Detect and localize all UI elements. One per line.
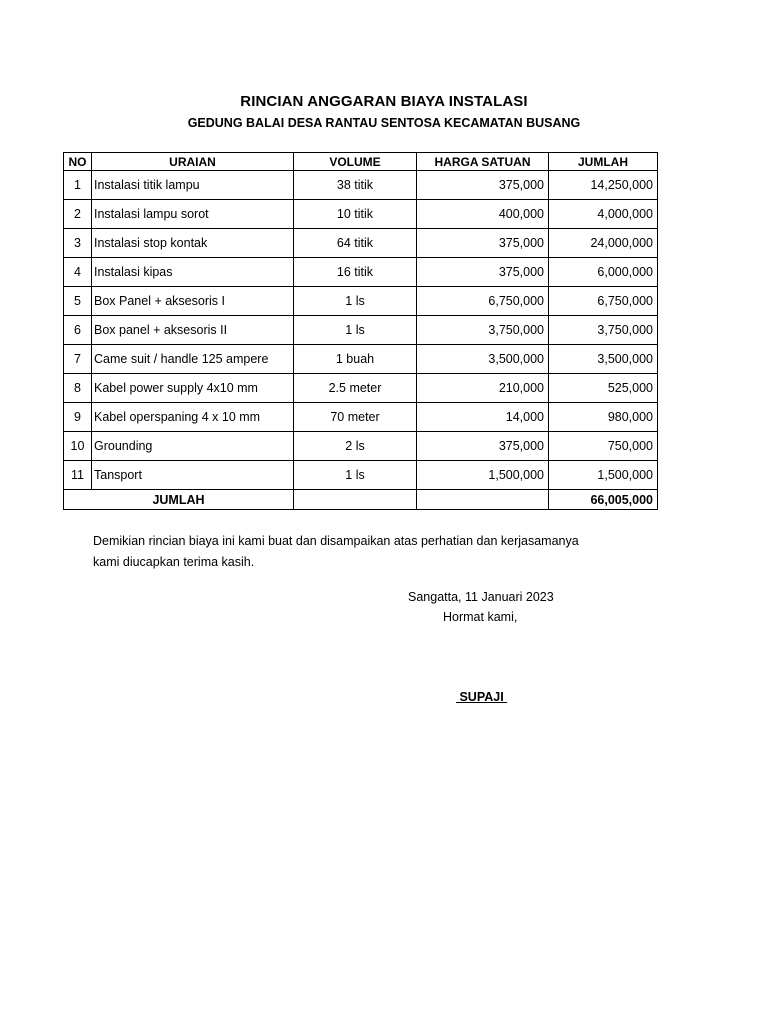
row-volume: 2.5 meter [294, 374, 417, 403]
row-no: 10 [64, 432, 92, 461]
total-amount: 66,005,000 [549, 490, 658, 510]
row-amount: 6,000,000 [549, 258, 658, 287]
row-unit-price: 400,000 [417, 200, 549, 229]
row-no: 5 [64, 287, 92, 316]
row-unit-price: 14,000 [417, 403, 549, 432]
row-no: 7 [64, 345, 92, 374]
row-description: Instalasi lampu sorot [92, 200, 294, 229]
row-description: Box Panel + aksesoris I [92, 287, 294, 316]
header-volume: VOLUME [294, 153, 417, 171]
row-no: 11 [64, 461, 92, 490]
row-no: 9 [64, 403, 92, 432]
table-row [64, 403, 658, 432]
row-description: Kabel power supply 4x10 mm [92, 374, 294, 403]
row-no: 8 [64, 374, 92, 403]
table-body [64, 171, 658, 510]
row-unit-price: 1,500,000 [417, 461, 549, 490]
row-unit-price: 375,000 [417, 171, 549, 200]
row-description: Came suit / handle 125 ampere [92, 345, 294, 374]
total-row [64, 490, 658, 510]
closing-line-1: Demikian rincian biaya ini kami buat dan disampaikan atas perhatian dan kerjasamanya [93, 534, 579, 548]
row-volume: 70 meter [294, 403, 417, 432]
row-no: 2 [64, 200, 92, 229]
table-row [64, 345, 658, 374]
row-unit-price: 375,000 [417, 258, 549, 287]
row-no: 6 [64, 316, 92, 345]
row-amount: 14,250,000 [549, 171, 658, 200]
row-amount: 24,000,000 [549, 229, 658, 258]
table-row [64, 374, 658, 403]
row-unit-price: 6,750,000 [417, 287, 549, 316]
header-no: NO [64, 153, 92, 171]
row-amount: 980,000 [549, 403, 658, 432]
table-row [64, 461, 658, 490]
row-amount: 750,000 [549, 432, 658, 461]
row-volume: 16 titik [294, 258, 417, 287]
row-volume: 1 ls [294, 316, 417, 345]
place-date: Sangatta, 11 Januari 2023 [408, 590, 554, 604]
table-row [64, 316, 658, 345]
row-volume: 2 ls [294, 432, 417, 461]
row-volume: 1 ls [294, 461, 417, 490]
closing-paragraph [93, 531, 653, 573]
row-volume: 1 buah [294, 345, 417, 374]
row-description: Tansport [92, 461, 294, 490]
total-empty-unit-price [417, 490, 549, 510]
header-unit-price: HARGA SATUAN [417, 153, 549, 171]
row-volume: 1 ls [294, 287, 417, 316]
table-row [64, 258, 658, 287]
row-unit-price: 3,750,000 [417, 316, 549, 345]
row-description: Instalasi kipas [92, 258, 294, 287]
row-unit-price: 210,000 [417, 374, 549, 403]
table-header-row [64, 153, 658, 171]
row-no: 4 [64, 258, 92, 287]
closing-line-2: kami diucapkan terima kasih. [93, 555, 255, 569]
row-amount: 6,750,000 [549, 287, 658, 316]
row-amount: 1,500,000 [549, 461, 658, 490]
header-description: URAIAN [92, 153, 294, 171]
row-description: Kabel operspaning 4 x 10 mm [92, 403, 294, 432]
row-description: Box panel + aksesoris II [92, 316, 294, 345]
row-amount: 525,000 [549, 374, 658, 403]
row-unit-price: 375,000 [417, 229, 549, 258]
signer-name: SUPAJI [456, 690, 508, 704]
regards: Hormat kami, [443, 610, 518, 624]
table-row [64, 229, 658, 258]
row-volume: 38 titik [294, 171, 417, 200]
budget-table [63, 152, 658, 510]
row-description: Grounding [92, 432, 294, 461]
total-empty-volume [294, 490, 417, 510]
row-amount: 3,500,000 [549, 345, 658, 374]
row-description: Instalasi titik lampu [92, 171, 294, 200]
row-unit-price: 375,000 [417, 432, 549, 461]
document-subtitle: GEDUNG BALAI DESA RANTAU SENTOSA KECAMATAN BUSANG [187, 116, 581, 130]
row-no: 3 [64, 229, 92, 258]
total-label: JUMLAH [64, 490, 294, 510]
row-amount: 3,750,000 [549, 316, 658, 345]
table-row [64, 171, 658, 200]
table-row [64, 432, 658, 461]
table-row [64, 200, 658, 229]
row-volume: 64 titik [294, 229, 417, 258]
row-amount: 4,000,000 [549, 200, 658, 229]
header-amount: JUMLAH [549, 153, 658, 171]
table-row [64, 287, 658, 316]
row-no: 1 [64, 171, 92, 200]
row-volume: 10 titik [294, 200, 417, 229]
document-title: RINCIAN ANGGARAN BIAYA INSTALASI [240, 93, 528, 110]
row-unit-price: 3,500,000 [417, 345, 549, 374]
row-description: Instalasi stop kontak [92, 229, 294, 258]
